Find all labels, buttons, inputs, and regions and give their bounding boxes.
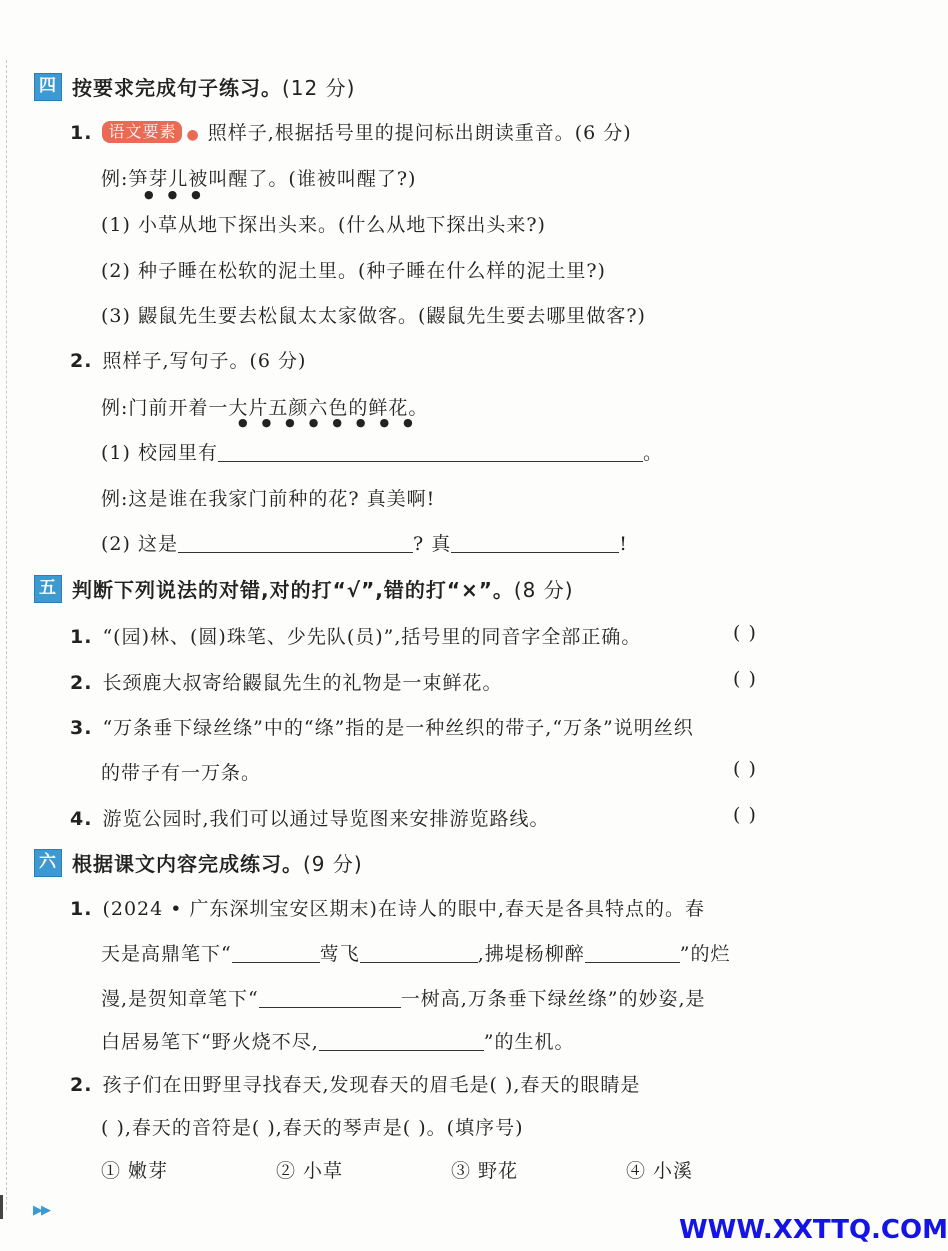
section-6-score: (9 分) — [303, 852, 363, 876]
question-text: 照样子,写句子。(6 分) — [102, 350, 307, 372]
text: 白居易笔下“野火烧不尽, — [101, 1031, 319, 1053]
question-number: 2. — [70, 1074, 93, 1096]
question-text: (2024 • 广东深圳宝安区期末)在诗人的眼中,春天是各具特点的。春 — [102, 898, 705, 920]
s6-q2-line-2: ( ),春天的音符是( ),春天的琴声是( )。(填序号) — [101, 1117, 524, 1139]
s6-q1-line-4 — [101, 1027, 574, 1054]
item-suffix: ! — [619, 533, 628, 555]
s6-q1-line-1 — [70, 894, 705, 921]
answer-blank[interactable] — [585, 942, 680, 963]
text: 莺飞 — [319, 943, 360, 965]
footer-bar — [0, 1195, 3, 1219]
s4-q1 — [70, 118, 632, 145]
answer-blank[interactable] — [178, 532, 413, 553]
page-margin-line — [6, 60, 8, 1210]
section-4-heading — [34, 72, 355, 101]
s4-q1-example: 例:笋芽儿被叫醒了。(谁被叫醒了?) — [101, 168, 417, 190]
s4-q2-item-2 — [101, 529, 628, 556]
answer-paren[interactable]: ( ) — [733, 622, 757, 644]
question-number: 2. — [70, 672, 93, 694]
s4-q2-example-2: 例:这是谁在我家门前种的花? 真美啊! — [101, 488, 436, 510]
watermark: WWW.XXTTQ.COM — [679, 1215, 948, 1245]
s4-q2-item-1 — [101, 438, 663, 465]
option-3: ③ 野花 — [451, 1160, 519, 1182]
question-number: 4. — [70, 808, 93, 830]
item-prefix: (1) 校园里有 — [101, 442, 218, 464]
question-text: 照样子,根据括号里的提问标出朗读重音。(6 分) — [207, 122, 632, 144]
s6-q1-line-3 — [101, 984, 706, 1011]
section-4-number: 四 — [34, 73, 62, 101]
question-number: 3. — [70, 717, 93, 739]
option-2: ② 小草 — [276, 1160, 344, 1182]
text: ,拂堤杨柳醉 — [477, 943, 585, 965]
answer-paren[interactable]: ( ) — [733, 668, 757, 690]
s5-item-3 — [70, 713, 694, 740]
answer-blank[interactable] — [360, 942, 478, 963]
question-number: 2. — [70, 350, 93, 372]
text: ”的烂 — [679, 943, 731, 965]
s6-q2-options — [101, 1156, 801, 1183]
question-number: 1. — [70, 122, 93, 144]
page-arrow-icon: ▶▶ — [33, 1203, 49, 1218]
section-4-score: (12 分) — [282, 76, 356, 100]
s5-item-3-cont: 的带子有一万条。 — [101, 762, 262, 784]
answer-blank[interactable] — [451, 532, 619, 553]
answer-blank[interactable] — [259, 987, 401, 1008]
s4-q1-item-3: (3) 鼹鼠先生要去松鼠太太家做客。(鼹鼠先生要去哪里做客?) — [101, 305, 646, 327]
yuwen-yaosu-tag: 语文要素 — [102, 121, 182, 143]
statement-text: 游览公园时,我们可以通过导览图来安排游览路线。 — [102, 808, 550, 830]
text: 漫,是贺知章笔下“ — [101, 988, 259, 1010]
emphasis-dots: ● ● ● ● ● ● ● ● — [238, 416, 413, 429]
section-4-title: 按要求完成句子练习。 — [72, 76, 282, 100]
s4-q1-item-2: (2) 种子睡在松软的泥土里。(种子睡在什么样的泥土里?) — [101, 260, 606, 282]
item-mid: ? 真 — [412, 533, 452, 555]
question-text: 孩子们在田野里寻找春天,发现春天的眉毛是( ),春天的眼睛是 — [102, 1074, 641, 1096]
text: 一树高,万条垂下绿丝绦”的妙姿,是 — [400, 988, 706, 1010]
section-5-title: 判断下列说法的对错,对的打“√”,错的打“×”。 — [72, 578, 514, 602]
s4-q1-item-1: (1) 小草从地下探出头来。(什么从地下探出头来?) — [101, 214, 546, 236]
s4-q2 — [70, 346, 306, 373]
answer-paren[interactable]: ( ) — [733, 758, 757, 780]
s5-item-4 — [70, 804, 550, 831]
section-5-score: (8 分) — [513, 578, 574, 602]
s6-q2-line-1 — [70, 1070, 640, 1097]
item-suffix: 。 — [642, 442, 663, 464]
statement-text: “(园)林、(圆)珠笔、少先队(员)”,括号里的同音字全部正确。 — [102, 626, 642, 648]
question-number: 1. — [70, 626, 93, 648]
section-6-heading — [34, 848, 363, 877]
section-6-number: 六 — [34, 849, 62, 877]
answer-blank[interactable] — [319, 1030, 484, 1051]
s5-item-2 — [70, 668, 502, 695]
item-prefix: (2) 这是 — [101, 533, 178, 555]
s5-item-1 — [70, 622, 805, 649]
answer-blank[interactable] — [218, 441, 643, 462]
statement-text: “万条垂下绿丝绦”中的“绦”指的是一种丝织的带子,“万条”说明丝织 — [102, 717, 694, 739]
statement-text: 长颈鹿大叔寄给鼹鼠先生的礼物是一束鲜花。 — [102, 672, 503, 694]
emphasis-dots: ● ● ● — [144, 188, 201, 201]
text: ”的生机。 — [483, 1031, 575, 1053]
section-6-title: 根据课文内容完成练习。 — [72, 852, 303, 876]
answer-blank[interactable] — [232, 942, 320, 963]
section-5-number: 五 — [34, 575, 62, 603]
s4-q2-example-1: 例:门前开着一大片五颜六色的鲜花。 — [101, 397, 429, 419]
question-number: 1. — [70, 898, 93, 920]
section-5-heading — [34, 574, 574, 603]
text: 天是高鼎笔下“ — [101, 943, 232, 965]
s6-q1-line-2 — [101, 939, 731, 966]
tag-dot-icon: ● — [186, 127, 200, 143]
option-4: ④ 小溪 — [626, 1160, 694, 1182]
answer-paren[interactable]: ( ) — [733, 804, 757, 826]
option-1: ① 嫩芽 — [101, 1160, 169, 1182]
